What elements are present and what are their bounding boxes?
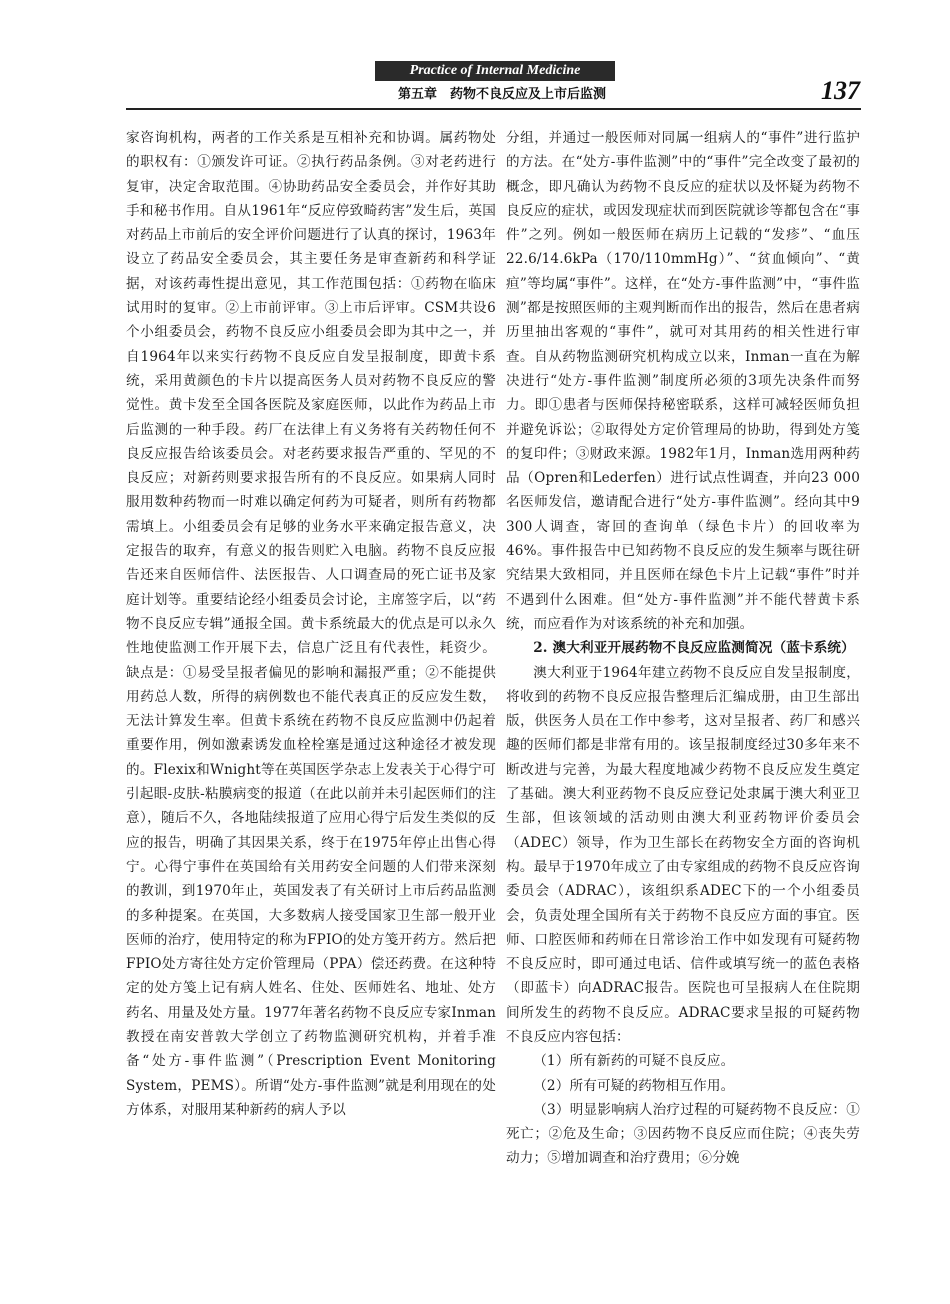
page-number: 137 xyxy=(821,76,860,105)
chapter-title: 第五章 药物不良反应及上市后监测 xyxy=(397,87,606,102)
left-paragraph-1: 家咨询机构，两者的工作关系是互相补充和协调。属药物处的职权有：①颁发许可证。②执行药品条例。③对老药进行复审，决定舍取范围。④协助药品安全委员会，并作好其助手和秘书作用。自从1961年“反应停致畸药害”发生后，英国对药品上市前后的安全评价问题进行了认真的探讨，1963年设立了药品安全委员会，其主要任务是审查新药和科学证据，对该药毒性提出意见，其工作范围包括：①药物在临床试用时的复审。②上市前评审。③上市后评审。CSM共设6个小组委员会，药物不良反应小组委员会即为其中之一，并自1964年以来实行药物不良反应自发呈报制度，即黄卡系统，采用黄颜色的卡片以提高医务人员对药物不良反应的警觉性。黄卡发至全国各医院及家庭医师，以此作为药品上市后监测的一种手段。药厂在法律上有义务将有关药物任何不良反应报告给该委员会。对老药要求报告严重的、罕见的不良反应；对新药则要求报告所有的不良反应。如果病人同时服用数种药物而一时难以确定何药为可疑者，则所有药物都需填上。小组委员会有足够的业务水平来确定报告意义，决定报告的取弃，有意义的报告则贮入电脑。药物不良反应报告还来自医师信件、法医报告、人口调查局的死亡证书及家庭计划等。重要结论经小组委员会讨论，主席签字后，以“药物不良反应专辑”通报全国。黄卡系统最大的优点是可以永久性地使监测工作开展下去，信息广泛且有代表性，耗资少。缺点是：①易受呈报者偏见的影响和漏报严重；②不能提供用药总人数，所得的病例数也不能代表真正的反应发生数，无法计算发生率。但黄卡系统在药物不良反应监测中仍起着重要作用，例如激素诱发血栓栓塞是通过这种途径才被发现的。Flexix和Wnight等在英国医学杂志上发表关于心得宁可引起眼-皮肤-粘膜病变的报道（在此以前并未引起医师们的注意），随后不久，各地陆续报道了应用心得宁后发生类似的反应的报告，明确了其因果关系，终于在1975年停止出售心得宁。心得宁事件在英国给有关用药安全问题的人们带来深刻的教训，到1970年止，英国发表了有关研讨上市后药品监测的多种提案。在英国，大多数病人接受国家卫生部一般开业医师的治疗，使用特定的称为FPIO的处方笺开药方。然后把FPIO处方寄往处方定价管理局（PPA）偿还药费。在这种特定的处方笺上记有病人姓名、住处、医师姓名、地址、处方药名、用量及处方量。1977年著名药物不良反应专家Inman教授在南安普敦大学创立了药物监测研究机构，并着手准备“处方-事件监测”（Prescription Event Monitoring System，PEMS）。所谓“处方-事件监测”就是利用现在的处方体系，对服用某种新药的病人予以 xyxy=(126,130,496,1118)
journal-title-band: Practice of Internal Medicine xyxy=(375,61,615,81)
section-heading-australia: 2. 澳大利亚开展药物不良反应监测简况（蓝卡系统） xyxy=(533,640,855,657)
right-paragraph-2: 澳大利亚于1964年建立药物不良反应自发呈报制度，将收到的药物不良反应报告整理后汇编成册，由卫生部出版，供医务人员在工作中参考，这对呈报者、药厂和感兴趣的医师们都是非常有用的。该呈报制度经过30多年来不断改进与完善，为最大程度地减少药物不良反应发生奠定了基础。澳大利亚药物不良反应登记处隶属于澳大利亚卫生部，但该领域的活动则由澳大利亚药物评价委员会（ADEC）领导，作为卫生部长在药物安全方面的咨询机构。最早于1970年成立了由专家组成的药物不良反应咨询委员会（ADRAC），该组织系ADEC下的一个小组委员会，负责处理全国所有关于药物不良反应方面的事宜。医师、口腔医师和药师在日常诊治工作中如发现有可疑药物不良反应时，即可通过电话、信件或填写统一的蓝色表格（即蓝卡）向ADRAC报告。医院也可呈报病人在住院期间所发生的药物不良反应。ADRAC要求呈报的可疑药物不良反应内容包括： xyxy=(506,664,860,1045)
header-rule xyxy=(126,108,861,110)
list-item: （2）所有可疑的药物相互作用。 xyxy=(533,1077,735,1094)
list-item: （3）明显影响病人治疗过程的可疑药物不良反应：①死亡；②危及生命；③因药物不良反应而住院；④丧失劳动力；⑤增加调查和治疗费用；⑥分娩 xyxy=(506,1101,860,1167)
left-column xyxy=(126,126,496,1266)
right-paragraph-1: 分组，并通过一般医师对同属一组病人的“事件”进行监护的方法。在“处方-事件监测”中的“事件”完全改变了最初的概念，即凡确认为药物不良反应的症状以及怀疑为药物不良反应的症状，或因发现症状而到医院就诊等都包含在“事件”之列。例如一般医师在病历上记载的“发疹”、“血压22.6/14.6kPa（170/110mmHg）”、“贫血倾向”、“黄疸”等均属“事件”。这样，在“处方-事件监测”中，“事件监测”都是按照医师的主观判断而作出的报告，然后在患者病历里抽出客观的“事件”，就可对其用药的相关性进行审查。自从药物监测研究机构成立以来，Inman一直在为解决进行“处方-事件监测”制度所必须的3项先决条件而努力。即①患者与医师保持秘密联系，这样可减轻医师负担并避免诉讼；②取得处方定价管理局的协助，得到处方笺的复印件；③财政来源。1982年1月，Inman选用两种药品（Opren和Lederfen）进行试点性调查，并向23 000名医师发信，邀请配合进行“处方-事件监测”。经向其中9 300人调查，寄回的查询单（绿色卡片）的回收率为46%。事件报告中已知药物不良反应的发生频率与既往研究结果大致相同，并且医师在绿色卡片上记载“事件”时并不遇到什么困难。但“处方-事件监测”并不能代替黄卡系统，而应看作为对该系统的补充和加强。 xyxy=(506,130,860,632)
right-column xyxy=(506,126,860,1266)
list-item: （1）所有新药的可疑不良反应。 xyxy=(533,1053,735,1070)
